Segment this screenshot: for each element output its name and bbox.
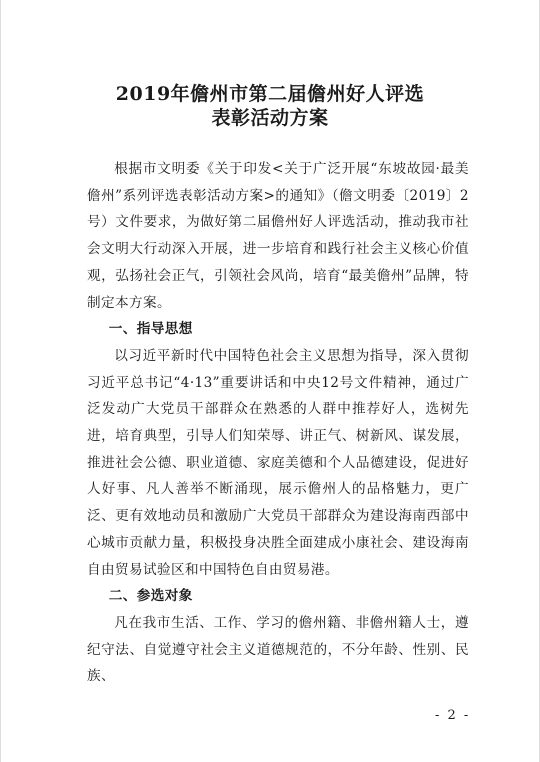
document-body xyxy=(87,156,469,690)
section-heading-participants: 二、参选对象 xyxy=(108,588,193,605)
section-paragraph-guiding-ideology: 以习近平新时代中国特色社会主义思想为指导，深入贯彻习近平总书记“4·13”重要讲话和中央12号文件精神，通过广泛发动广大党员干部群众在熟悉的人群中推荐好人，选树先进，培育典型，引导人们知荣辱、讲正气、树新风、谋发展，推进社会公德、职业道德、家庭美德和个人品德建设，促进好人好事、凡人善举不断涌现，展示儋州人的品格魅力，更广泛、更有效地动员和激励广大党员干部群众为建设海南西部中心城市贡献力量，积极投身决胜全面建成小康社会、建设海南自由贸易试验区和中国特色自由贸易港。 xyxy=(87,347,469,578)
intro-paragraph: 根据市文明委《关于印发<关于广泛开展“东坡故园·最美儋州”系列评选表彰活动方案>的通知》（儋文明委〔2019〕2号）文件要求，为做好第二届儋州好人评选活动，推动我市社会文明大行动深入开展，进一步培育和践行社会主义核心价值观，弘扬社会正气，引领社会风尚，培育“最美儋州”品牌，特制定本方案。 xyxy=(87,161,469,311)
section-paragraph-participants: 凡在我市生活、工作、学习的儋州籍、非儋州籍人士，遵纪守法、自觉遵守社会主义道德规范的，不分年龄、性别、民族、 xyxy=(87,614,469,685)
section-heading-guiding-ideology: 一、指导思想 xyxy=(108,321,193,338)
title-line-2: 表彰活动方案 xyxy=(211,107,329,129)
title-line-1: 2019年儋州市第二届儋州好人评选 xyxy=(115,83,425,105)
document-title xyxy=(1,82,539,130)
page-number: - 2 - xyxy=(435,708,471,723)
